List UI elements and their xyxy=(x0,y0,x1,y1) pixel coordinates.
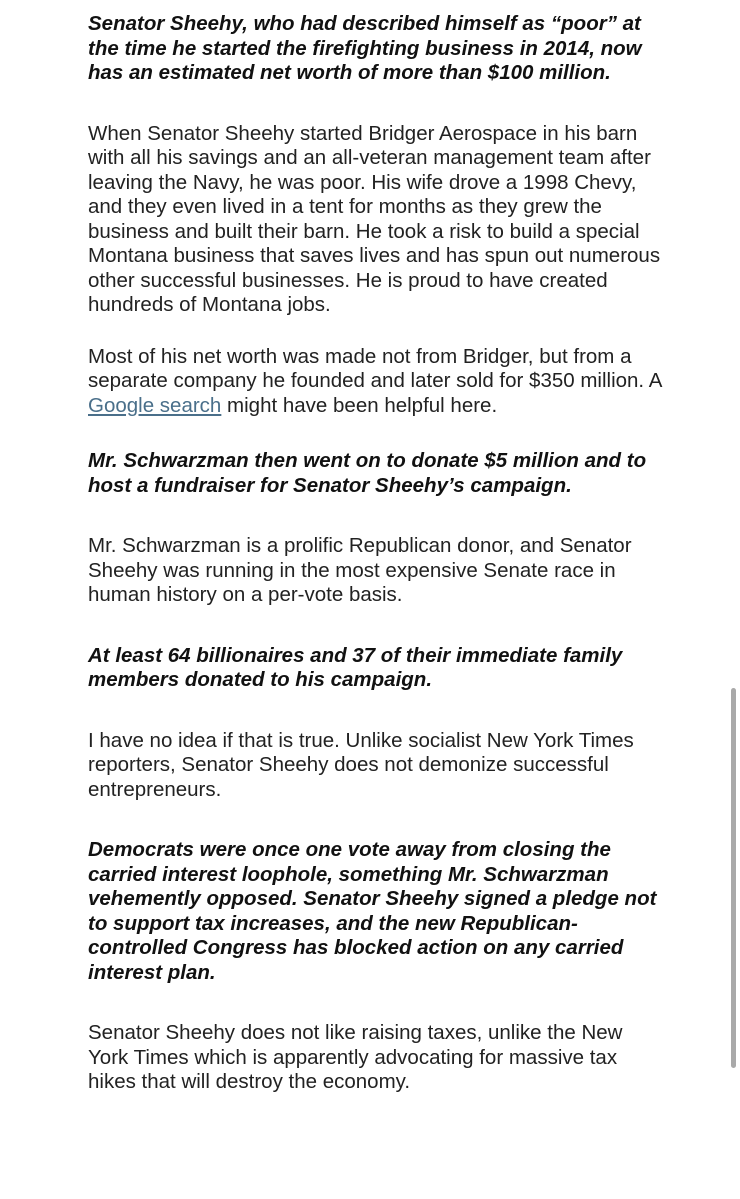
reply-net-worth-source xyxy=(88,345,668,419)
quote-net-worth: Senator Sheehy, who had described himself as “poor” at the time he started the firefighting business in 2014, now has an estimated net worth of more than $100 million. xyxy=(88,12,642,84)
reply-text-after-link: might have been helpful here. xyxy=(221,393,498,417)
reply-no-idea: I have no idea if that is true. Unlike socialist New York Times reporters, Senator Sheehy does not demonize successful entrepreneurs. xyxy=(88,728,634,801)
quote-schwarzman-donation: Mr. Schwarzman then went on to donate $5 million and to host a fundraiser for Senator Sheehy’s campaign. xyxy=(88,449,647,497)
reply-raising-taxes: Senator Sheehy does not like raising taxes, unlike the New York Times which is apparently advocating for massive tax hikes that will destroy the economy. xyxy=(88,1021,623,1093)
quote-billionaires: At least 64 billionaires and 37 of their immediate family members donated to his campaign. xyxy=(88,643,623,691)
document-body xyxy=(88,12,668,1095)
reply-prolific-donor: Mr. Schwarzman is a prolific Republican donor, and Senator Sheehy was running in the most expensive Senate race in human history on a per-vote basis. xyxy=(88,534,632,606)
google-search-link[interactable]: Google search xyxy=(88,393,222,417)
reply-bridger-origins: When Senator Sheehy started Bridger Aerospace in his barn with all his savings and an all-veteran management team after leaving the Navy, he was poor. His wife drove a 1998 Chevy, and they even lived in a tent for months as they grew the business and built their barn. He took a risk to build a special Montana business that saves lives and has spun out numerous other successful businesses. He is proud to have created hundreds of Montana jobs. xyxy=(88,121,661,316)
vertical-scrollbar[interactable] xyxy=(731,688,736,1068)
quote-carried-interest: Democrats were once one vote away from closing the carried interest loophole, something Mr. Schwarzman vehemently opposed. Senator Sheehy signed a pledge not to support tax increases, and the new Republican-controlled Congress has blocked action on any carried interest plan. xyxy=(88,838,657,984)
reply-text-before-link: Most of his net worth was made not from Bridger, but from a separate company he founded and later sold for $350 million. A xyxy=(88,344,662,392)
